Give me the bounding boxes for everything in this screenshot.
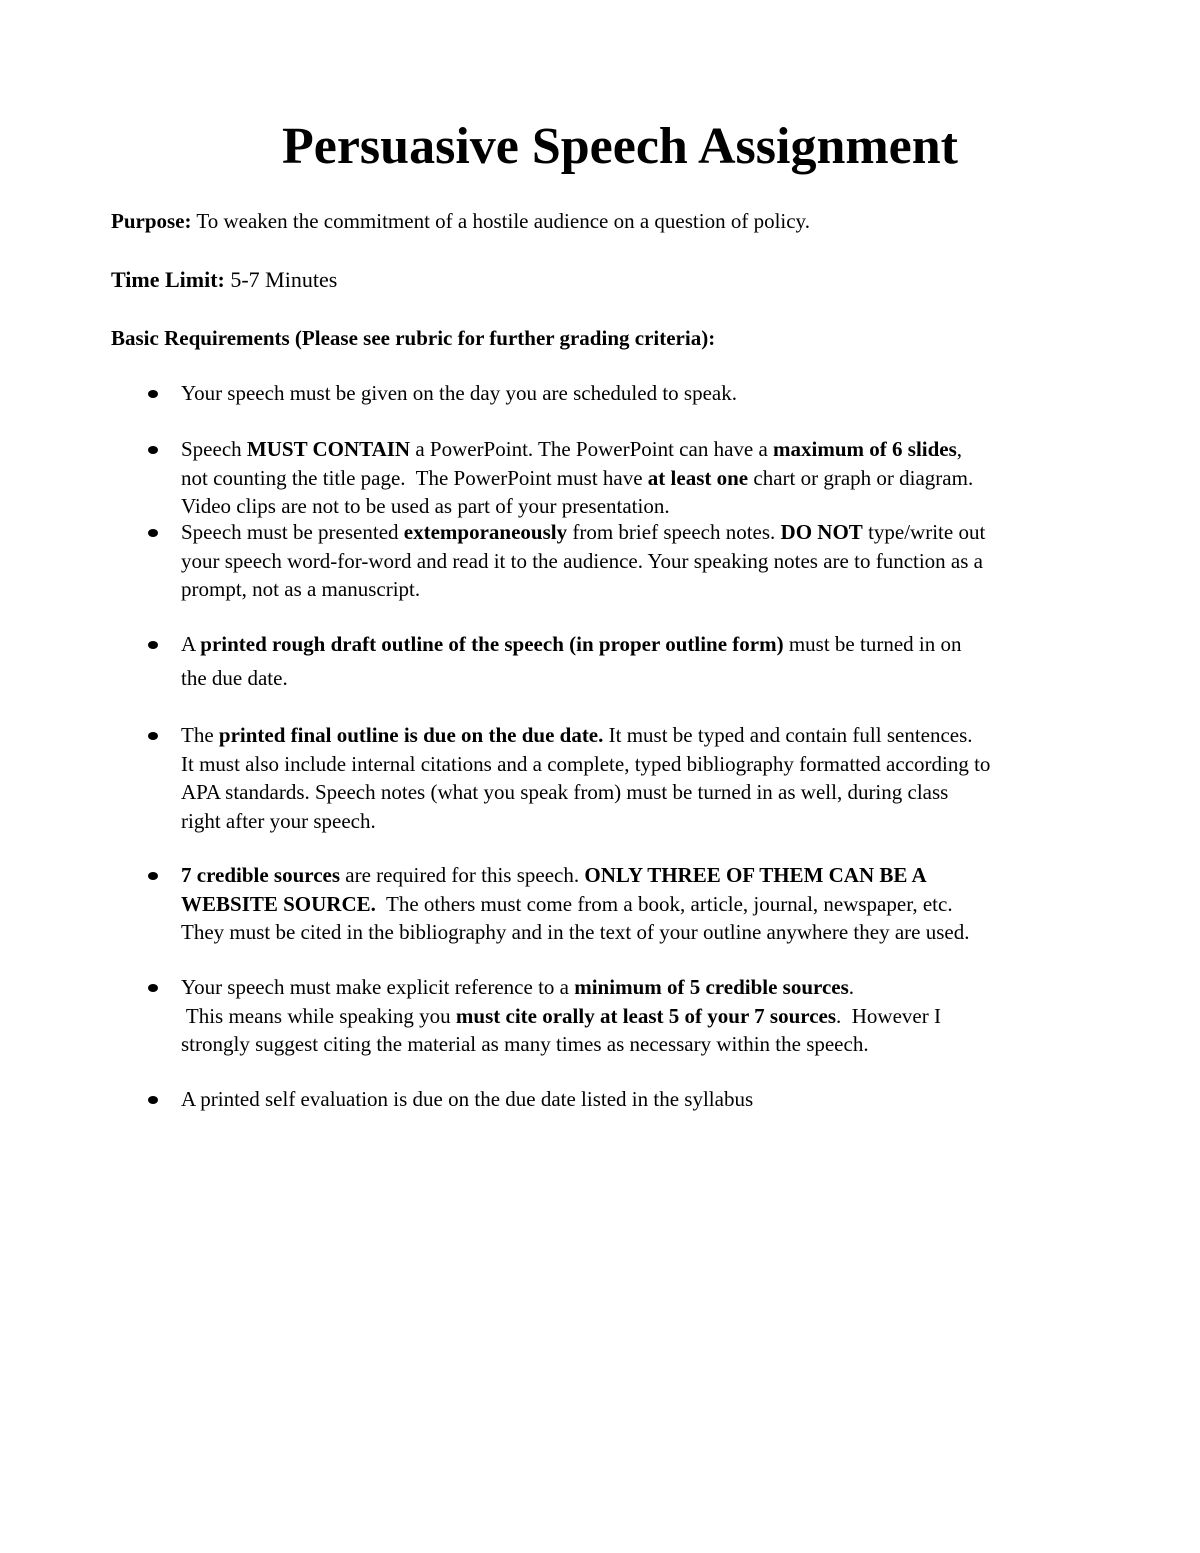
bold-text: printed rough draft outline of the speech (in proper outline form) <box>200 632 784 656</box>
page-title: Persuasive Speech Assignment <box>282 118 958 175</box>
text-run: your speech word-for-word and read it to the audience. Your speaking notes are to function as a <box>181 548 983 573</box>
text-line <box>181 518 1101 547</box>
list-item-text <box>181 861 1101 947</box>
text-run: , <box>956 437 963 461</box>
text-run: . <box>848 975 855 999</box>
text-line <box>181 435 1101 464</box>
text-run: not counting the title page. The PowerPoint must have <box>181 465 648 490</box>
time-limit-line <box>111 266 337 294</box>
text-line <box>181 861 1101 890</box>
text-line <box>181 1030 1101 1059</box>
bold-text: ONLY THREE OF THEM CAN BE A <box>584 863 927 887</box>
text-run: chart or graph or diagram. <box>748 465 974 490</box>
text-run: . However I <box>836 1003 941 1028</box>
text-run: type/write out <box>862 520 986 544</box>
purpose-label: Purpose: <box>111 209 192 233</box>
time-limit-label: Time Limit: <box>111 267 225 292</box>
text-run: Speech must be presented <box>181 520 404 544</box>
text-run: Your speech must make explicit reference to a <box>181 975 575 999</box>
text-line <box>181 973 1101 1002</box>
bold-text: extemporaneously <box>403 520 568 544</box>
text-line <box>181 721 1101 750</box>
bullet-icon <box>148 984 158 992</box>
text-run: The <box>181 723 219 747</box>
text-run: are required for this speech. <box>340 863 585 887</box>
bullet-icon <box>148 446 158 454</box>
text-run: prompt, not as a manuscript. <box>181 577 421 601</box>
requirements-heading: Basic Requirements (Please see rubric for further grading criteria): <box>111 326 716 350</box>
text-run: This means while speaking you <box>181 1003 456 1028</box>
text-line <box>181 807 1101 836</box>
bold-text: must cite orally at least 5 of your 7 sources <box>455 1003 837 1028</box>
text-run: It must be typed and contain full sentences. <box>603 723 973 747</box>
list-item-text <box>181 630 1101 692</box>
bold-text: at least one <box>647 465 749 490</box>
text-line <box>181 750 1101 779</box>
text-run: A printed self evaluation is due on the due date listed in the syllabus <box>181 1087 754 1111</box>
text-run: from brief speech notes. <box>567 520 781 544</box>
text-run: strongly suggest citing the material as many times as necessary within the speech. <box>181 1032 869 1056</box>
text-run: right after your speech. <box>181 808 376 833</box>
text-line <box>181 664 1101 693</box>
text-line <box>181 1085 1101 1114</box>
list-item-text <box>181 518 1101 604</box>
text-line <box>181 1002 1101 1031</box>
bullet-icon <box>148 732 158 740</box>
text-run: They must be cited in the bibliography and in the text of your outline anywhere they are used. <box>181 920 970 944</box>
text-line <box>181 379 1101 408</box>
purpose-text: To weaken the commitment of a hostile audience on a question of policy. <box>191 209 810 233</box>
text-run: A <box>181 632 201 656</box>
text-line <box>181 890 1101 919</box>
text-line <box>181 778 1101 807</box>
text-line <box>181 464 1101 493</box>
list-item-text <box>181 973 1101 1059</box>
purpose-line <box>111 207 810 235</box>
text-run: Speech <box>181 437 247 461</box>
text-run: the due date. <box>181 665 288 690</box>
bullet-icon <box>148 641 158 649</box>
list-item-text <box>181 1085 1101 1114</box>
bullet-icon <box>148 1096 158 1104</box>
bold-text: maximum of 6 slides <box>773 437 957 461</box>
time-limit-text: 5-7 Minutes <box>224 267 338 292</box>
bold-text: MUST CONTAIN <box>246 437 411 461</box>
text-line <box>181 630 1101 659</box>
text-line <box>181 492 1101 521</box>
list-item-text <box>181 721 1101 835</box>
text-run: The others must come from a book, article, journal, newspaper, etc. <box>375 891 953 916</box>
text-run: Your speech must be given on the day you are scheduled to speak. <box>181 381 737 405</box>
text-run: It must also include internal citations and a complete, typed bibliography formatted according to <box>181 751 991 776</box>
text-run: APA standards. Speech notes (what you speak from) must be turned in as well, during class <box>181 780 949 804</box>
bold-text: DO NOT <box>780 520 863 544</box>
text-run: a PowerPoint. The PowerPoint can have a <box>410 437 774 461</box>
bullet-icon <box>148 872 158 880</box>
bold-text: 7 credible sources <box>181 863 341 887</box>
bullet-icon <box>148 529 158 537</box>
list-item-text <box>181 435 1101 521</box>
text-line <box>181 575 1101 604</box>
text-run: must be turned in on <box>783 632 962 656</box>
text-line <box>181 547 1101 576</box>
bold-text: WEBSITE SOURCE. <box>181 891 376 916</box>
list-item-text <box>181 379 1101 408</box>
bold-text: printed final outline is due on the due date. <box>218 723 604 747</box>
bold-text: minimum of 5 credible sources <box>574 975 849 999</box>
bullet-icon <box>148 390 158 398</box>
text-line <box>181 918 1101 947</box>
text-run: Video clips are not to be used as part of your presentation. <box>181 494 670 518</box>
